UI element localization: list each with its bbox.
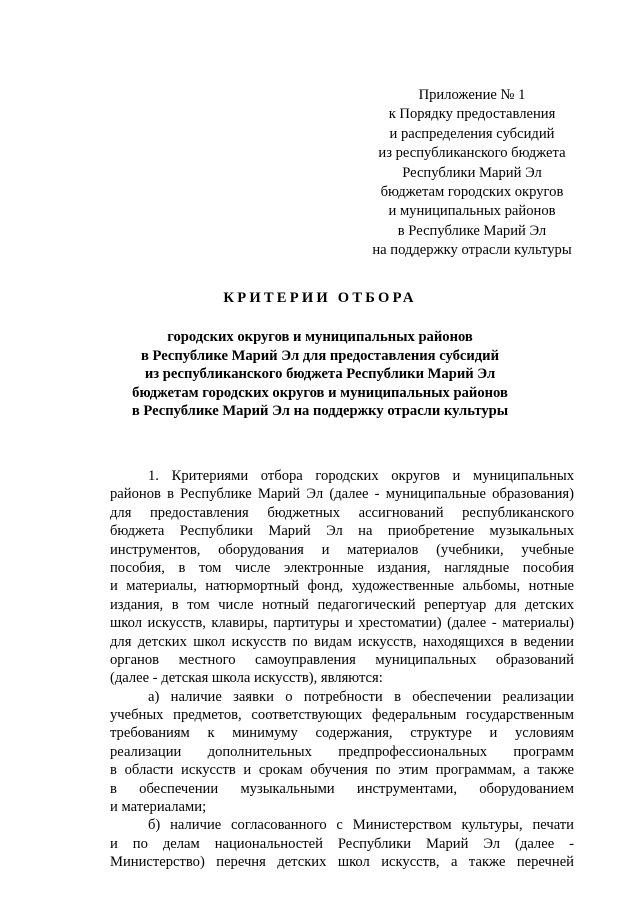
paragraph-line: для предоставления бюджетных ассигнований республиканского	[110, 504, 574, 521]
paragraph-line: в области искусств и срокам обучения по этим программам, а также	[110, 762, 574, 779]
paragraph-line: и материалами;	[110, 799, 207, 816]
paragraph-line: (далее - детская школа искусств), являются:	[110, 670, 383, 687]
paragraph-line: б) наличие согласованного с Министерством культуры, печати	[148, 817, 574, 834]
subtitle-line: из республиканского бюджета Республики Марий Эл	[144, 366, 496, 383]
paragraph-line: и материалы, натюрмортный фонд, художественные альбомы, нотные	[110, 578, 574, 595]
annex-line: Приложение № 1	[418, 87, 526, 103]
paragraph-line: районов в Республике Марий Эл (далее - муниципальные образования)	[110, 486, 574, 503]
paragraph-line: в обеспечении музыкальными инструментами, оборудованием	[110, 780, 574, 797]
document-title: КРИТЕРИИ ОТБОРА	[223, 290, 417, 306]
paragraph-line: бюджета Республики Марий Эл на приобретение музыкальных	[110, 523, 574, 540]
paragraph-line: Министерство) перечня детских школ искусств, а также перечней	[110, 854, 574, 871]
paragraph-line: издания, в том числе нотный педагогический репертуар для детских	[110, 596, 574, 613]
subtitle-line: городских округов и муниципальных районов	[167, 329, 473, 345]
paragraph-line: 1. Критериями отбора городских округов и муниципальных	[148, 468, 574, 484]
document-subtitle	[100, 328, 540, 421]
paragraph-line: органов местного самоуправления муниципальных образований	[110, 651, 574, 668]
paragraph-line: для детских школ искусств по видам искусств, находящихся в ведении	[110, 633, 574, 650]
annex-line: в Республике Марий Эл	[397, 222, 547, 239]
annex-line: к Порядку предоставления	[388, 106, 556, 123]
paragraph-line: учебных предметов, соответствующих федеральным государственным	[110, 707, 574, 724]
annex-line: и распределения субсидий	[389, 125, 555, 142]
paragraph-line: инструментов, оборудования и материалов (учебники, учебные	[110, 541, 574, 558]
paragraph-line: пособия, в том числе электронные издания, наглядные пособия	[110, 559, 574, 576]
subtitle-line: бюджетам городских округов и муниципальных районов	[132, 384, 508, 401]
paragraph-line: а) наличие заявки о потребности в обеспечении реализации	[148, 688, 574, 705]
paragraph-line: и по делам национальностей Республики Марий Эл (далее -	[110, 835, 574, 852]
annex-line: на поддержку отрасли культуры	[372, 242, 572, 259]
paragraph-line: реализации дополнительных предпрофессиональных программ	[110, 743, 574, 760]
annex-line: Республики Марий Эл	[402, 164, 542, 181]
paragraph-line: школ искусств, клавиры, партитуры и хрестоматии) (далее - материалы)	[110, 615, 574, 632]
annex-line: бюджетам городских округов	[380, 184, 564, 201]
annex-line: и муниципальных районов	[388, 203, 556, 220]
paragraph-line: требованиям к минимуму содержания, структуре и условиям	[110, 725, 574, 742]
subtitle-line: в Республике Марий Эл на поддержку отрасли культуры	[131, 403, 509, 420]
annex-line: из республиканского бюджета	[378, 145, 566, 162]
annex-header	[360, 86, 584, 261]
body-text	[110, 467, 574, 872]
subtitle-line: в Республике Марий Эл для предоставления субсидий	[140, 347, 499, 364]
